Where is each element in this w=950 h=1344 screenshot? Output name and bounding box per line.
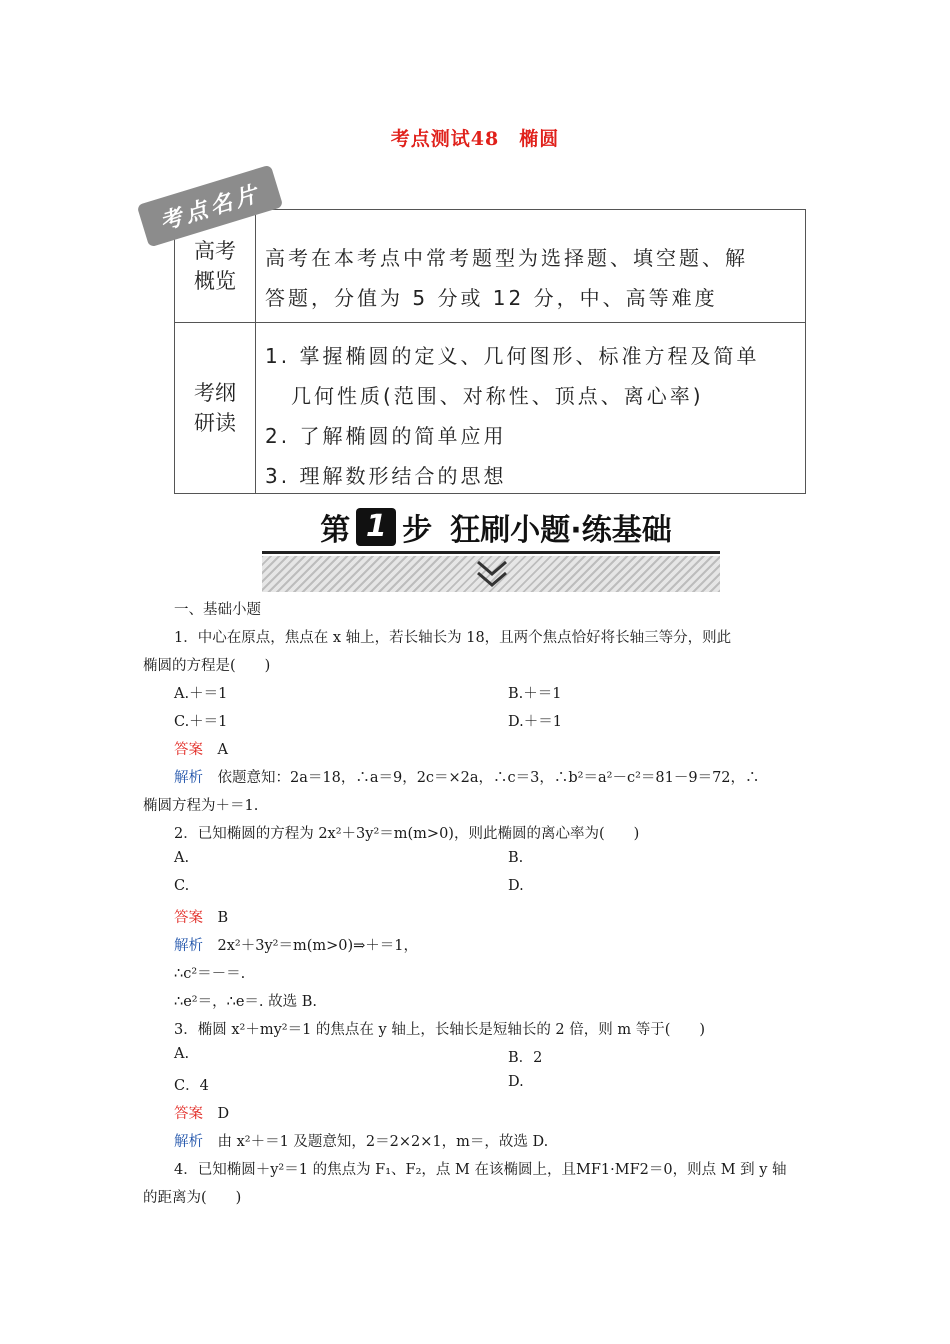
answer-line	[174, 1102, 229, 1123]
answer-tag: 答案	[174, 1106, 203, 1122]
overview-line: 高考在本考点中常考题型为选择题、填空题、解	[265, 246, 748, 270]
answer-value: D	[217, 1106, 230, 1122]
page-title: 考点测试48 椭圆	[390, 128, 560, 150]
answer-tag: 答案	[174, 910, 203, 926]
syllabus-line: 3. 理解数形结合的思想	[265, 464, 507, 488]
analysis-tag: 解析	[174, 1134, 203, 1150]
answer-value: B	[217, 910, 229, 926]
question-stem: 椭圆的方程是( )	[143, 658, 271, 674]
question-stem: 1．中心在原点，焦点在 x 轴上，若长轴长为 18，且两个焦点恰好将长轴三等分，则此	[174, 630, 732, 646]
chevron-down-icon	[474, 558, 510, 590]
analysis-text: ∴c²＝－＝.	[174, 966, 246, 982]
step-banner	[270, 504, 722, 550]
answer-value: A	[217, 742, 228, 758]
analysis-text: 由 x²＋＝1 及题意知，2＝2×2×1，m＝，故选 D.	[217, 1134, 549, 1150]
syllabus-label-line: 研读	[194, 410, 236, 435]
syllabus-line: 2. 了解椭圆的简单应用	[265, 424, 507, 448]
analysis-text: 2x²＋3y²＝m(m>0)⇒＋＝1，	[217, 938, 419, 954]
analysis-tag: 解析	[174, 770, 203, 786]
question-stem: 4．已知椭圆＋y²＝1 的焦点为 F₁、F₂，点 M 在该椭圆上，且MF1·MF2＝0，则点 M 到 y 轴	[174, 1162, 787, 1178]
divider	[262, 551, 720, 554]
syllabus-content	[265, 336, 799, 496]
syllabus-label-line: 考纲	[194, 380, 236, 405]
option-a: A.＋＝1	[174, 686, 228, 702]
option-c: C．4	[174, 1078, 209, 1094]
section-heading: 一、基础小题	[174, 602, 261, 618]
analysis-line	[174, 934, 418, 955]
analysis-text: 依题意知：2a＝18，∴a＝9，2c＝×2a，∴c＝3，∴b²＝a²－c²＝81－9＝72，∴	[217, 770, 760, 786]
analysis-line	[174, 1130, 548, 1151]
question-stem: 2．已知椭圆的方程为 2x²＋3y²＝m(m>0)，则此椭圆的离心率为( )	[174, 826, 640, 842]
option-d: D.＋＝1	[508, 714, 562, 730]
step-word: 步	[402, 513, 433, 548]
analysis-line	[174, 766, 760, 787]
syllabus-line: 几何性质(范围、对称性、顶点、离心率)	[291, 384, 704, 408]
option-b: B.＋＝1	[508, 686, 562, 702]
syllabus-label	[175, 322, 256, 493]
syllabus-row	[175, 322, 805, 493]
overview-row	[175, 210, 805, 323]
overview-label-line: 高考	[194, 239, 236, 263]
overview-content	[265, 238, 799, 318]
option-d: D.	[508, 1074, 524, 1090]
analysis-tag: 解析	[174, 938, 203, 954]
step-title: 狂刷小题·练基础	[450, 513, 672, 548]
overview-label-line: 概览	[194, 269, 236, 293]
analysis-text: 椭圆方程为＋＝1.	[143, 798, 259, 814]
question-stem: 3．椭圆 x²＋my²＝1 的焦点在 y 轴上，长轴长是短轴长的 2 倍，则 m 等于( )	[174, 1022, 706, 1038]
option-d: D.	[508, 878, 524, 894]
answer-tag: 答案	[174, 742, 203, 758]
step-prefix: 第	[320, 513, 351, 548]
option-c: C.	[174, 878, 190, 894]
step-number: 1	[356, 508, 396, 546]
option-b: B．2	[508, 1050, 543, 1066]
info-card	[174, 209, 806, 494]
overview-line: 答题，分值为 5 分或 12 分，中、高等难度	[265, 286, 718, 310]
option-a: A.	[174, 1046, 190, 1062]
syllabus-line: 1. 掌握椭圆的定义、几何图形、标准方程及简单	[265, 344, 760, 368]
option-c: C.＋＝1	[174, 714, 228, 730]
answer-line	[174, 906, 228, 927]
option-a: A.	[174, 850, 190, 866]
question-stem: 的距离为( )	[143, 1190, 242, 1206]
analysis-text: ∴e²＝，∴e＝. 故选 B.	[174, 994, 318, 1010]
option-b: B.	[508, 850, 524, 866]
section-badge: 考点名片	[137, 164, 284, 247]
answer-line	[174, 738, 228, 759]
